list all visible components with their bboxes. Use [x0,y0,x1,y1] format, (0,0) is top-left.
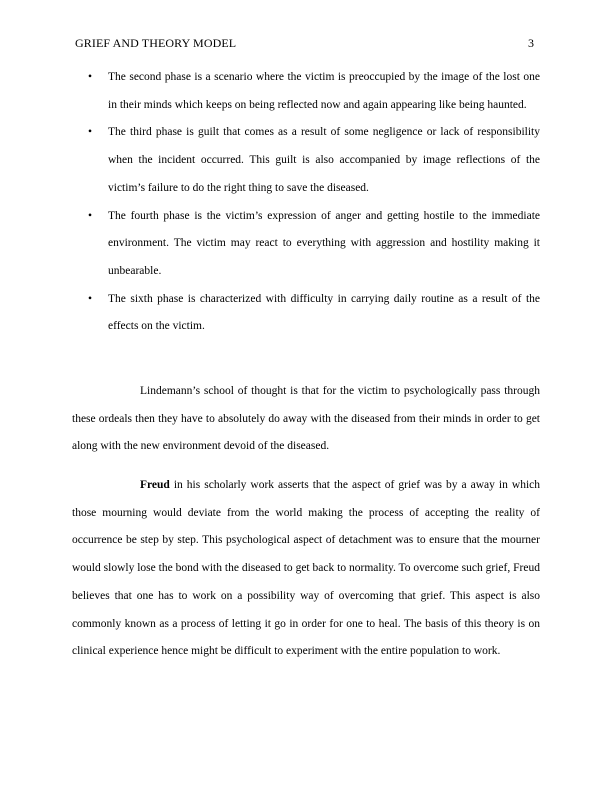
paragraph-lead-bold: Freud [140,479,170,491]
bullet-icon: • [88,292,93,305]
bullet-icon: • [88,71,93,83]
lindemann-paragraph [72,378,540,461]
list-item [72,203,540,286]
bullet-text: The fourth phase is the victim’s expression of anger and getting hostile to the immediate environment. The victim may react to everything with aggression and hostility making it unbearable. [108,209,540,277]
paragraph-text: Lindemann’s school of thought is that for the victim to psychologically pass through these ordeals then they have to absolutely do away with the diseased from their minds in order to get along with the new environment devoid of the diseased. [72,385,540,453]
freud-paragraph [72,472,540,666]
phase-bullet-list [72,64,540,341]
bullet-text: The third phase is guilt that comes as a result of some negligence or lack of responsibility when the incident occurred. This guilt is also accompanied by image reflections of the victim’s failure to do the right thing to save the diseased. [108,126,540,194]
list-item [72,64,540,119]
bullet-text: The second phase is a scenario where the victim is preoccupied by the image of the lost one in their minds which keeps on being reflected now and again appearing like being haunted. [108,71,540,111]
paragraph-text: in his scholarly work asserts that the aspect of grief was by a away in which those mourning would deviate from the world making the process of accepting the reality of occurrence be step by step. This psychological aspect of detachment was to ensure that the mourner would slowly lose the bond with the diseased to get back to normality. To overcome such grief, Freud believes that one has to work on a possibility way of overcoming that grief. This aspect is also commonly known as a process of letting it go in order for one to heal. The basis of this theory is on clinical experience hence might be difficult to experiment with the entire population to work. [72,479,540,658]
bullet-text: The sixth phase is characterized with difficulty in carrying daily routine as a result of the effects on the victim. [108,292,540,333]
bullet-icon: • [88,126,93,139]
page-number: 3 [528,36,534,50]
bullet-icon: • [88,209,93,222]
list-item [72,286,540,341]
list-item [72,119,540,202]
running-head: GRIEF AND THEORY MODEL [75,36,237,50]
